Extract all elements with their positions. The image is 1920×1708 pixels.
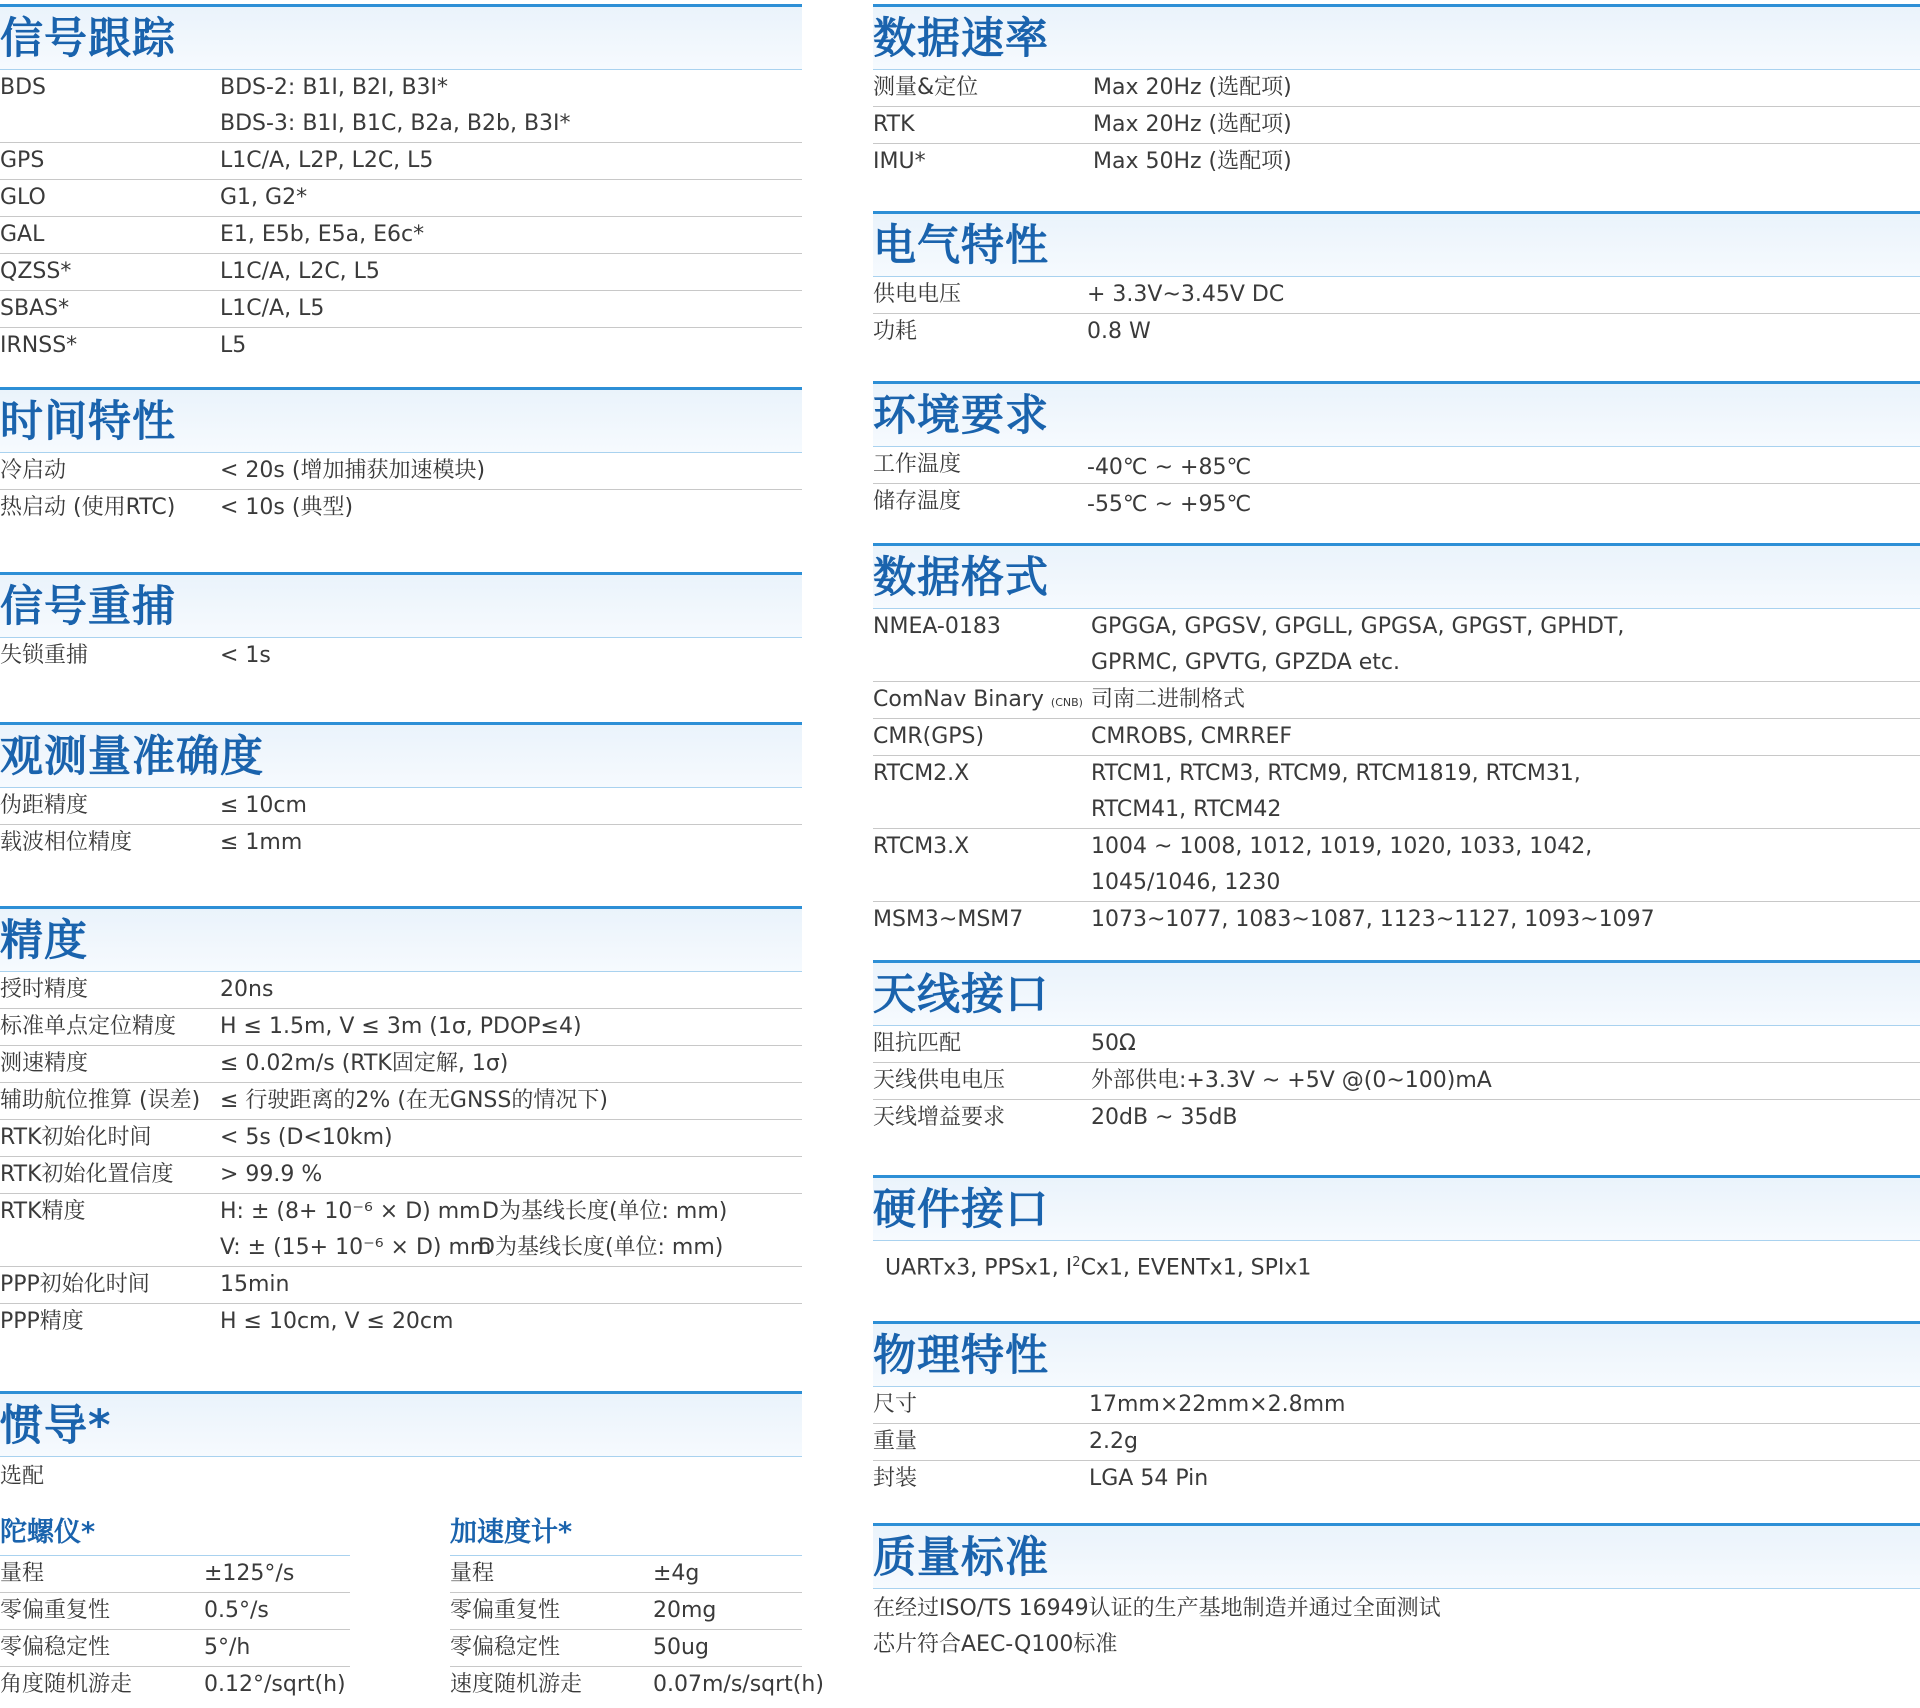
row-value: < 5s (D<10km) — [220, 1125, 393, 1150]
row-label: 伪距精度 — [0, 793, 89, 818]
section-header — [873, 1523, 1920, 1589]
table-row — [873, 1424, 1920, 1461]
hardware-text: Cx1, EVENTx1, SPIx1 — [1080, 1255, 1312, 1281]
row-label: 工作温度 — [873, 452, 962, 477]
section-header — [0, 906, 802, 972]
row-value: 司南二进制格式 — [1091, 687, 1246, 712]
row-value: 50Ω — [1091, 1031, 1136, 1056]
row-label: NMEA-0183 — [873, 614, 1001, 639]
section-header — [0, 4, 802, 70]
table-row — [0, 1267, 802, 1304]
section-title: 信号重捕 — [0, 581, 176, 632]
row-value: ≤ 行驶距离的2% (在无GNSS的情况下) — [220, 1088, 608, 1113]
row-label — [873, 682, 1083, 721]
section-header — [0, 1391, 802, 1457]
table-row — [873, 484, 1920, 520]
section-reacquisition — [0, 572, 802, 674]
row-value: V: ± (15+ 10⁻⁶ × D) mm — [220, 1235, 492, 1260]
row-value: 1004 ~ 1008, 1012, 1019, 1020, 1033, 1042, — [1091, 834, 1593, 859]
row-value: ±125°/s — [204, 1561, 295, 1586]
table-row — [873, 277, 1920, 314]
row-value: 2.2g — [1089, 1429, 1138, 1454]
section-header — [873, 381, 1920, 447]
section-header — [0, 722, 802, 788]
table-row — [0, 1194, 802, 1267]
row-value: 0.07m/s/sqrt(h) — [653, 1672, 824, 1697]
row-label: GAL — [0, 222, 45, 247]
table-row — [0, 1157, 802, 1194]
row-label: 零偏稳定性 — [450, 1635, 561, 1660]
row-label: 失锁重捕 — [0, 643, 89, 668]
row-value: < 10s (典型) — [220, 495, 354, 520]
table-row — [873, 1026, 1920, 1063]
row-label: 尺寸 — [873, 1392, 918, 1417]
table-row — [873, 447, 1920, 484]
table-row — [0, 490, 802, 526]
table-row — [0, 1120, 802, 1157]
section-title: 观测量准确度 — [0, 731, 264, 782]
section-signal-tracking — [0, 4, 802, 364]
row-value: 5°/h — [204, 1635, 251, 1660]
section-header — [873, 543, 1920, 609]
row-value: + 3.3V~3.45V DC — [1087, 282, 1285, 307]
table-row — [0, 1009, 802, 1046]
section-physical — [873, 1321, 1920, 1497]
row-label: 冷启动 — [0, 458, 67, 483]
row-value: 0.12°/sqrt(h) — [204, 1672, 346, 1697]
row-label: 辅助航位推算 (误差) — [0, 1088, 201, 1113]
row-label: 量程 — [450, 1561, 495, 1586]
section-header — [873, 211, 1920, 277]
row-label: 功耗 — [873, 319, 918, 344]
row-label: IMU* — [873, 149, 926, 174]
accelerometer-table — [450, 1511, 824, 1703]
section-antenna — [873, 960, 1920, 1136]
table-row — [873, 829, 1920, 902]
section-title: 物理特性 — [873, 1330, 1049, 1381]
row-label: 载波相位精度 — [0, 830, 133, 855]
row-value: 50ug — [653, 1635, 709, 1660]
row-label: IRNSS* — [0, 333, 78, 358]
row-value: < 20s (增加捕获加速模块) — [220, 458, 486, 483]
section-title: 信号跟踪 — [0, 13, 176, 64]
table-row — [873, 70, 1920, 107]
table-row — [873, 1461, 1920, 1497]
section-title: 数据速率 — [873, 13, 1049, 64]
row-value: -55℃ ~ +95℃ — [1087, 492, 1252, 517]
quality-line: 芯片符合AEC-Q100标准 — [873, 1632, 1118, 1657]
row-label: 重量 — [873, 1429, 918, 1454]
subsection-title: 陀螺仪* — [0, 1511, 350, 1556]
row-value: ±4g — [653, 1561, 700, 1586]
row-label: 测速精度 — [0, 1051, 89, 1076]
table-row — [0, 328, 802, 364]
table-row — [873, 144, 1920, 180]
table-row — [450, 1667, 824, 1703]
optional-note: 选配 — [0, 1464, 45, 1489]
table-row — [0, 1593, 350, 1630]
row-value: RTCM1, RTCM3, RTCM9, RTCM1819, RTCM31, — [1091, 761, 1581, 786]
subsection-title: 加速度计* — [450, 1511, 802, 1556]
row-label: 储存温度 — [873, 489, 962, 514]
row-value: Max 20Hz (选配项) — [1093, 112, 1292, 137]
row-value: LGA 54 Pin — [1089, 1466, 1209, 1491]
section-title: 硬件接口 — [873, 1184, 1049, 1235]
table-row — [873, 1100, 1920, 1136]
section-electrical — [873, 211, 1920, 350]
table-row — [0, 1667, 350, 1703]
row-label: BDS — [0, 75, 46, 100]
row-value: 15min — [220, 1272, 290, 1297]
row-value: 20mg — [653, 1598, 717, 1623]
section-data-format — [873, 543, 1920, 938]
table-row — [0, 638, 802, 674]
row-value: 17mm×22mm×2.8mm — [1089, 1392, 1346, 1417]
row-label: SBAS* — [0, 296, 70, 321]
row-label: RTCM3.X — [873, 834, 970, 859]
section-title: 环境要求 — [873, 390, 1049, 441]
gyro-table — [0, 1511, 350, 1703]
row-value: L1C/A, L5 — [220, 296, 325, 321]
table-row — [0, 1046, 802, 1083]
row-label: 速度随机游走 — [450, 1672, 583, 1697]
row-value: -40℃ ~ +85℃ — [1087, 455, 1252, 480]
row-value: GPRMC, GPVTG, GPZDA etc. — [1091, 650, 1400, 675]
row-label: 测量&定位 — [873, 75, 979, 100]
table-row — [0, 70, 802, 143]
row-value: ≤ 10cm — [220, 793, 307, 818]
table-row — [873, 107, 1920, 144]
row-label: 封装 — [873, 1466, 918, 1491]
row-label: RTK初始化置信度 — [0, 1162, 174, 1187]
row-label: 角度随机游走 — [0, 1672, 133, 1697]
row-note: D为基线长度(单位: mm) — [482, 1199, 728, 1224]
table-row — [873, 609, 1920, 682]
table-row — [873, 682, 1920, 719]
row-value: 1045/1046, 1230 — [1091, 870, 1281, 895]
row-label: 阻抗匹配 — [873, 1031, 962, 1056]
section-title: 精度 — [0, 915, 88, 966]
row-value: ≤ 1mm — [220, 830, 303, 855]
row-label: 热启动 (使用RTC) — [0, 495, 176, 520]
hardware-superscript: 2 — [1072, 1255, 1081, 1270]
table-row — [873, 902, 1920, 938]
table-row — [873, 314, 1920, 350]
row-value: L1C/A, L2C, L5 — [220, 259, 380, 284]
row-value: L1C/A, L2P, L2C, L5 — [220, 148, 434, 173]
table-row — [873, 756, 1920, 829]
table-row — [0, 143, 802, 180]
section-title: 质量标准 — [873, 1532, 1049, 1583]
table-row — [450, 1630, 802, 1667]
row-value: BDS-2: B1I, B2I, B3I* — [220, 75, 449, 100]
section-observation-accuracy — [0, 722, 802, 861]
row-label: GPS — [0, 148, 45, 173]
section-header — [873, 1175, 1920, 1241]
section-header — [873, 1321, 1920, 1387]
row-label-text: ComNav Binary — [873, 687, 1044, 712]
row-label: 零偏重复性 — [0, 1598, 111, 1623]
table-row — [450, 1593, 802, 1630]
section-quality — [873, 1523, 1920, 1663]
row-note: D为基线长度(单位: mm) — [478, 1235, 724, 1260]
table-row — [0, 1556, 350, 1593]
row-label: PPP初始化时间 — [0, 1272, 150, 1297]
row-value: G1, G2* — [220, 185, 308, 210]
row-value: GPGGA, GPGSV, GPGLL, GPGSA, GPGST, GPHDT, — [1091, 614, 1625, 639]
row-label: 天线供电电压 — [873, 1068, 1006, 1093]
row-label-suffix: (CNB) — [1050, 696, 1083, 709]
row-value: 0.5°/s — [204, 1598, 269, 1623]
row-label: 零偏重复性 — [450, 1598, 561, 1623]
row-value: Max 50Hz (选配项) — [1093, 149, 1292, 174]
row-value: E1, E5b, E5a, E6c* — [220, 222, 425, 247]
row-label: 量程 — [0, 1561, 45, 1586]
section-time-characteristics — [0, 387, 802, 526]
row-value: CMROBS, CMRREF — [1091, 724, 1293, 749]
row-value: H: ± (8+ 10⁻⁶ × D) mm — [220, 1199, 481, 1224]
row-value: L5 — [220, 333, 247, 358]
section-accuracy — [0, 906, 802, 1340]
row-label: RTCM2.X — [873, 761, 970, 786]
table-row — [0, 1630, 350, 1667]
table-row — [0, 788, 802, 825]
table-row — [873, 1063, 1920, 1100]
row-value: H ≤ 10cm, V ≤ 20cm — [220, 1309, 454, 1334]
row-label: PPP精度 — [0, 1309, 84, 1334]
quality-line: 在经过ISO/TS 16949认证的生产基地制造并通过全面测试 — [873, 1596, 1441, 1621]
table-row — [450, 1556, 802, 1593]
table-row — [0, 254, 802, 291]
row-label: 供电电压 — [873, 282, 962, 307]
row-value: 1073~1077, 1083~1087, 1123~1127, 1093~1097 — [1091, 907, 1655, 932]
table-row — [0, 217, 802, 254]
table-row — [0, 453, 802, 490]
table-row — [0, 1083, 802, 1120]
section-title: 数据格式 — [873, 552, 1049, 603]
section-inertial — [0, 1391, 824, 1697]
row-label: QZSS* — [0, 259, 72, 284]
table-row — [0, 1304, 802, 1340]
row-label: 零偏稳定性 — [0, 1635, 111, 1660]
section-data-rate — [873, 4, 1920, 180]
row-value: 外部供电:+3.3V ~ +5V @(0~100)mA — [1091, 1068, 1492, 1093]
row-value: ≤ 0.02m/s (RTK固定解, 1σ) — [220, 1051, 509, 1076]
section-header — [0, 387, 802, 453]
table-row — [0, 180, 802, 217]
row-label: MSM3~MSM7 — [873, 907, 1024, 932]
section-header — [0, 572, 802, 638]
row-value: 20dB ~ 35dB — [1091, 1105, 1238, 1130]
row-value: BDS-3: B1I, B1C, B2a, B2b, B3I* — [220, 111, 571, 136]
table-row — [0, 972, 802, 1009]
section-title: 电气特性 — [873, 220, 1049, 271]
hardware-interfaces — [885, 1245, 1920, 1286]
row-value: H ≤ 1.5m, V ≤ 3m (1σ, PDOP≤4) — [220, 1014, 582, 1039]
section-header — [873, 960, 1920, 1026]
row-label: 天线增益要求 — [873, 1105, 1006, 1130]
table-row — [873, 1387, 1920, 1424]
row-label: RTK精度 — [0, 1199, 86, 1224]
row-value: Max 20Hz (选配项) — [1093, 75, 1292, 100]
section-header — [873, 4, 1920, 70]
section-title: 惯导* — [0, 1400, 112, 1451]
section-title: 时间特性 — [0, 396, 176, 447]
row-value: < 1s — [220, 643, 271, 668]
row-label: GLO — [0, 185, 46, 210]
table-row — [0, 291, 802, 328]
row-label: RTK — [873, 112, 915, 137]
row-value: > 99.9 % — [220, 1162, 323, 1187]
section-hardware — [873, 1175, 1920, 1286]
section-title: 天线接口 — [873, 969, 1049, 1020]
section-environment — [873, 381, 1920, 520]
row-label: 标准单点定位精度 — [0, 1014, 177, 1039]
hardware-text: UARTx3, PPSx1, I — [885, 1255, 1073, 1281]
table-row — [873, 719, 1920, 756]
row-label: CMR(GPS) — [873, 724, 985, 749]
row-label: 授时精度 — [0, 977, 89, 1002]
row-value: 0.8 W — [1087, 319, 1151, 344]
row-value: 20ns — [220, 977, 274, 1002]
row-value: RTCM41, RTCM42 — [1091, 797, 1282, 822]
row-label: RTK初始化时间 — [0, 1125, 152, 1150]
table-row — [0, 825, 802, 861]
